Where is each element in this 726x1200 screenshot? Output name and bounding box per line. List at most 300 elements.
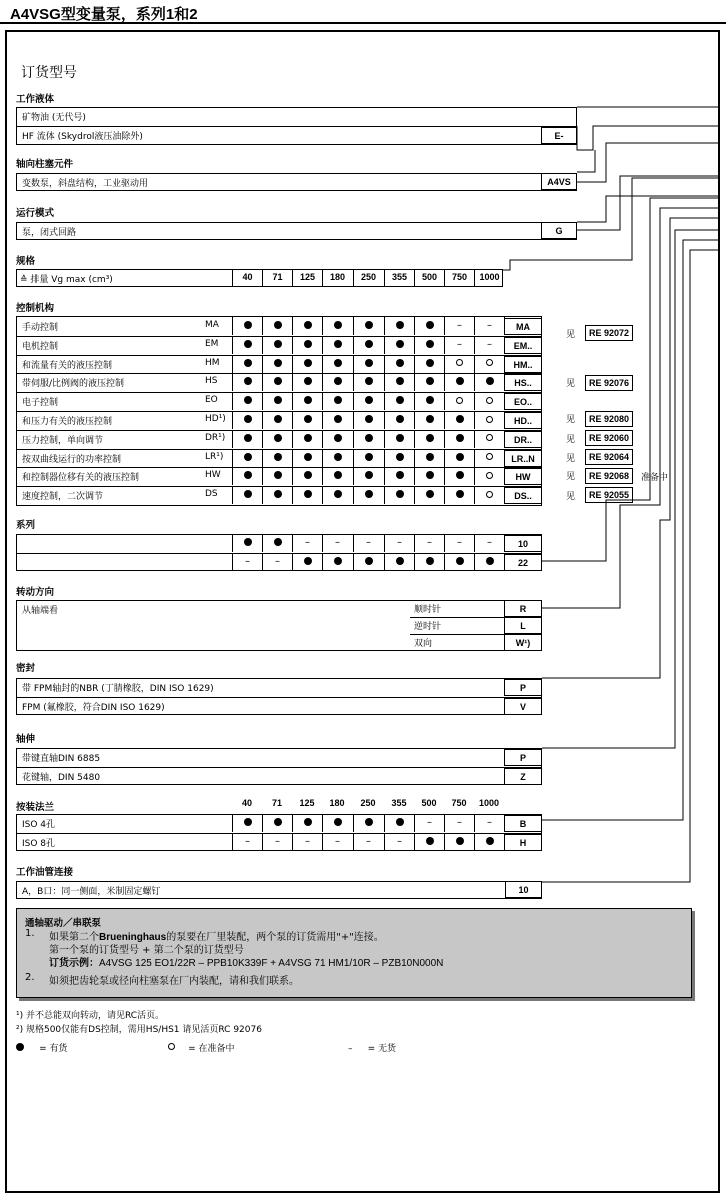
see-label: 见 [566, 330, 576, 340]
filled-dot-icon [396, 340, 404, 348]
open-circle-icon [486, 416, 493, 423]
dash-icon: – [366, 537, 371, 548]
matrix-cell [322, 430, 352, 448]
matrix-cell [262, 833, 292, 851]
open-circle-icon [486, 491, 493, 498]
control-name: 手动控制 [22, 323, 59, 333]
matrix-cell [262, 355, 292, 373]
filled-dot-icon [486, 377, 494, 385]
filled-dot-icon [396, 377, 404, 385]
filled-dot-icon [334, 453, 342, 461]
matrix-cell [262, 486, 292, 504]
matrix-cell [262, 449, 292, 467]
filled-dot-icon [365, 321, 373, 329]
filled-dot-icon [274, 538, 282, 546]
filled-dot-icon [426, 453, 434, 461]
dash-icon: – [335, 835, 340, 847]
matrix-cell [262, 336, 292, 354]
filled-dot-icon [334, 471, 342, 479]
matrix-cell [262, 392, 292, 410]
filled-dot-icon [244, 471, 252, 479]
dash-icon: – [335, 537, 340, 548]
seal-code: V [504, 698, 542, 715]
matrix-cell [444, 373, 474, 391]
filled-dot-icon [244, 340, 252, 348]
filled-dot-icon [274, 818, 282, 826]
size-value: 71 [262, 269, 292, 287]
matrix-cell [414, 833, 444, 851]
note-num-2: 2. [25, 972, 35, 983]
divider [16, 767, 542, 768]
filled-dot-icon [304, 471, 312, 479]
matrix-cell [414, 467, 444, 485]
seal-label: FPM (氟橡胶，符合DIN ISO 1629) [22, 702, 165, 713]
mode-box [16, 222, 577, 240]
matrix-cell [292, 486, 322, 504]
fluid-code: E- [541, 127, 577, 144]
matrix-cell [353, 486, 383, 504]
dash-icon: – [305, 835, 310, 847]
matrix-cell [384, 317, 414, 335]
matrix-cell [444, 467, 474, 485]
rotation-code: W¹) [504, 634, 542, 651]
matrix-cell [322, 534, 352, 552]
matrix-cell [444, 317, 474, 335]
matrix-cell [384, 430, 414, 448]
matrix-cell [322, 467, 352, 485]
matrix-cell [414, 373, 444, 391]
filled-dot-icon [456, 837, 464, 845]
series-code: 22 [504, 554, 542, 571]
matrix-cell [353, 553, 383, 571]
matrix-cell [444, 814, 474, 832]
control-name: 和控制器位移有关的液压控制 [22, 473, 140, 484]
matrix-cell [414, 317, 444, 335]
control-abbr: MA [205, 320, 219, 330]
filled-dot-icon [365, 396, 373, 404]
control-code: HW [504, 468, 542, 485]
matrix-cell [292, 467, 322, 485]
seal-code: P [504, 679, 542, 696]
filled-dot-icon [274, 359, 282, 367]
rotation-label: 双向 [414, 639, 433, 649]
matrix-cell [414, 336, 444, 354]
filled-dot-icon [334, 557, 342, 565]
flange-size-value: 250 [360, 798, 376, 808]
filled-dot-icon [396, 818, 404, 826]
control-name: 带伺服/比例阀的液压控制 [22, 379, 125, 390]
series-code: 10 [504, 535, 542, 552]
filled-dot-icon [244, 453, 252, 461]
matrix-cell [353, 534, 383, 552]
size-value: 355 [384, 269, 414, 287]
open-circle-icon [486, 397, 493, 404]
filled-dot-icon [244, 818, 252, 826]
filled-dot-icon [365, 453, 373, 461]
size-value: 1000 [474, 269, 504, 287]
filled-dot-icon [456, 453, 464, 461]
axial-row: 变数泵，斜盘结构，工业驱动用 [22, 179, 149, 189]
matrix-cell [353, 814, 383, 832]
control-abbr: EM [205, 338, 219, 349]
matrix-cell [353, 373, 383, 391]
mode-row: 泵，闭式回路 [22, 228, 77, 238]
filled-dot-icon [456, 434, 464, 442]
matrix-cell [444, 833, 474, 851]
matrix-cell [474, 392, 504, 410]
filled-dot-icon [274, 321, 282, 329]
ref-lr: RE 92064 [585, 449, 633, 465]
filled-dot-icon [365, 359, 373, 367]
matrix-cell [474, 355, 504, 373]
matrix-cell [292, 534, 322, 552]
ref-hd: RE 92080 [585, 411, 633, 427]
matrix-cell [262, 430, 292, 448]
leader-line [542, 208, 718, 608]
matrix-cell [474, 317, 504, 335]
control-abbr: DS [205, 489, 218, 500]
control-code: EM.. [504, 337, 542, 354]
size-heading: 规格 [16, 256, 36, 267]
control-abbr: EO [205, 395, 218, 406]
pending-label: 准备中 [641, 473, 669, 483]
see-label: 见 [566, 379, 576, 389]
filled-dot-icon [396, 396, 404, 404]
matrix-cell [292, 430, 322, 448]
matrix-cell [414, 814, 444, 832]
matrix-cell [232, 486, 262, 504]
matrix-cell [292, 833, 322, 851]
matrix-cell [262, 467, 292, 485]
dash-icon: – [487, 537, 492, 548]
filled-dot-icon [426, 377, 434, 385]
matrix-cell [353, 467, 383, 485]
flange-size-value: 750 [451, 798, 467, 808]
matrix-cell [353, 833, 383, 851]
matrix-cell [353, 449, 383, 467]
matrix-cell [292, 373, 322, 391]
filled-dot-icon [274, 471, 282, 479]
matrix-cell [232, 553, 262, 571]
filled-dot-icon [396, 321, 404, 329]
flange-code: B [504, 815, 542, 832]
note-text: 的泵要在厂里装配，两个泵的订货需用"+"连接。 [166, 932, 384, 943]
control-abbr: DR¹) [205, 432, 226, 443]
control-abbr: HW [205, 470, 221, 481]
filled-dot-icon [396, 453, 404, 461]
control-code: EO.. [504, 393, 542, 410]
filled-dot-icon [304, 434, 312, 442]
matrix-cell [353, 411, 383, 429]
order-title: 订货型号 [21, 65, 77, 81]
matrix-cell [474, 833, 504, 851]
size-value: 250 [353, 269, 383, 287]
matrix-cell [474, 814, 504, 832]
filled-dot-icon [396, 490, 404, 498]
matrix-cell [414, 355, 444, 373]
filled-dot-icon [304, 818, 312, 826]
dash-icon: – [427, 817, 432, 828]
rotation-box [16, 600, 542, 651]
filled-dot-icon [426, 396, 434, 404]
port-heading: 工作油管连接 [16, 867, 74, 878]
filled-dot-icon [426, 837, 434, 845]
matrix-cell [414, 486, 444, 504]
dash-icon: – [348, 1044, 353, 1054]
ref-ma: RE 92072 [585, 325, 633, 341]
matrix-cell [322, 373, 352, 391]
axial-heading: 轴向柱塞元件 [16, 159, 74, 170]
filled-dot-icon [274, 453, 282, 461]
filled-dot-icon [365, 818, 373, 826]
fluid-row-mineral: 矿物油 (无代号) [22, 113, 86, 123]
matrix-cell [414, 392, 444, 410]
matrix-cell [444, 392, 474, 410]
matrix-cell [384, 833, 414, 851]
filled-dot-icon [456, 557, 464, 565]
matrix-cell [414, 411, 444, 429]
matrix-cell [262, 411, 292, 429]
matrix-cell [322, 449, 352, 467]
filled-dot-icon [426, 321, 434, 329]
matrix-cell [384, 467, 414, 485]
matrix-cell [384, 336, 414, 354]
matrix-cell [474, 486, 504, 504]
filled-dot-icon [244, 434, 252, 442]
filled-dot-icon [304, 396, 312, 404]
control-name: 电子控制 [22, 398, 59, 409]
matrix-cell [292, 411, 322, 429]
dash-icon: – [275, 835, 280, 847]
control-code: LR..N [504, 450, 542, 467]
matrix-cell [262, 534, 292, 552]
dash-icon: – [305, 537, 310, 548]
matrix-cell [384, 355, 414, 373]
rotation-label: 顺时针 [414, 605, 442, 615]
filled-dot-icon [365, 340, 373, 348]
dash-icon: – [245, 835, 250, 847]
matrix-cell [474, 411, 504, 429]
see-label: 见 [566, 415, 576, 425]
matrix-cell [444, 553, 474, 571]
note-line-3 [49, 954, 443, 969]
matrix-cell [232, 411, 262, 429]
size-label: ≙ 排量 Vg max (cm³) [20, 275, 113, 285]
see-label: 见 [566, 472, 576, 482]
legend-text: = 无货 [367, 1044, 396, 1054]
matrix-cell [292, 392, 322, 410]
matrix-cell [444, 355, 474, 373]
filled-dot-icon [244, 490, 252, 498]
filled-dot-icon [365, 471, 373, 479]
rotation-label: 逆时针 [414, 622, 442, 632]
rotation-view: 从轴端看 [22, 606, 59, 616]
shaft-heading: 轴伸 [16, 734, 36, 745]
seal-heading: 密封 [16, 663, 36, 674]
filled-dot-icon [334, 359, 342, 367]
matrix-cell [322, 336, 352, 354]
filled-dot-icon [426, 471, 434, 479]
filled-dot-icon [334, 396, 342, 404]
seal-label: 带 FPM轴封的NBR (丁腈橡胶，DIN ISO 1629) [22, 684, 214, 694]
filled-dot-icon [274, 434, 282, 442]
control-abbr: LR¹) [205, 451, 224, 462]
filled-dot-icon [244, 377, 252, 385]
matrix-cell [232, 814, 262, 832]
shaft-code: Z [504, 768, 542, 785]
matrix-cell [444, 486, 474, 504]
filled-dot-icon [426, 490, 434, 498]
matrix-cell [474, 534, 504, 552]
control-name: 压力控制，单向调节 [22, 435, 104, 446]
matrix-cell [384, 814, 414, 832]
matrix-cell [262, 814, 292, 832]
control-name: 和压力有关的液压控制 [22, 417, 113, 427]
matrix-cell [232, 449, 262, 467]
matrix-cell [232, 317, 262, 335]
matrix-cell [232, 430, 262, 448]
filled-dot-icon [16, 1043, 24, 1051]
size-value: 180 [322, 269, 352, 287]
footnote-1: ¹) 并不总能双向转动，请见RC活页。 [16, 1011, 165, 1021]
filled-dot-icon [274, 490, 282, 498]
matrix-cell [353, 392, 383, 410]
matrix-cell [444, 534, 474, 552]
matrix-cell [444, 430, 474, 448]
filled-dot-icon [396, 359, 404, 367]
filled-dot-icon [304, 359, 312, 367]
filled-dot-icon [304, 415, 312, 423]
filled-dot-icon [396, 557, 404, 565]
matrix-cell [384, 534, 414, 552]
matrix-cell [384, 553, 414, 571]
dash-icon: – [487, 338, 492, 350]
matrix-cell [292, 449, 322, 467]
filled-dot-icon [304, 490, 312, 498]
matrix-cell [232, 833, 262, 851]
matrix-cell [322, 833, 352, 851]
matrix-cell [474, 336, 504, 354]
matrix-cell [292, 553, 322, 571]
matrix-cell [414, 534, 444, 552]
mode-code: G [541, 222, 577, 239]
note-num-1: 1. [25, 928, 35, 939]
flange-size-value: 125 [299, 798, 315, 808]
matrix-cell [444, 449, 474, 467]
legend-preparing [168, 1036, 235, 1055]
filled-dot-icon [334, 818, 342, 826]
filled-dot-icon [304, 321, 312, 329]
filled-dot-icon [426, 557, 434, 565]
matrix-cell [322, 814, 352, 832]
control-abbr: HM [205, 357, 220, 368]
dash-icon: – [275, 555, 280, 567]
filled-dot-icon [426, 340, 434, 348]
ref-ds: RE 92055 [585, 487, 633, 503]
flange-code: H [504, 834, 542, 851]
filled-dot-icon [456, 415, 464, 423]
matrix-cell [353, 355, 383, 373]
divider [16, 126, 577, 127]
filled-dot-icon [274, 396, 282, 404]
open-circle-icon [456, 359, 463, 366]
divider [16, 697, 542, 698]
filled-dot-icon [486, 557, 494, 565]
filled-dot-icon [365, 377, 373, 385]
open-circle-icon [168, 1043, 175, 1050]
control-abbr: HS [205, 376, 218, 387]
matrix-cell [322, 392, 352, 410]
size-value: 125 [292, 269, 322, 287]
open-circle-icon [456, 397, 463, 404]
tandem-note-box [16, 908, 692, 998]
matrix-cell [262, 553, 292, 571]
filled-dot-icon [396, 471, 404, 479]
control-name: 和流量有关的液压控制 [22, 360, 113, 371]
rotation-code: L [504, 617, 542, 634]
dash-icon: – [366, 835, 371, 847]
flange-size-value: 180 [329, 798, 345, 808]
port-row: A，B口：同一侧面，米制固定螺钉 [22, 887, 161, 897]
see-label: 见 [566, 492, 576, 502]
rotation-heading: 转动方向 [16, 587, 55, 598]
dash-icon: – [427, 537, 432, 548]
control-code: MA [504, 318, 542, 335]
matrix-cell [414, 553, 444, 571]
legend-available [16, 1036, 68, 1055]
flange-size-value: 1000 [478, 798, 500, 808]
matrix-cell [292, 336, 322, 354]
matrix-cell [262, 373, 292, 391]
matrix-cell [232, 467, 262, 485]
dash-icon: – [457, 338, 462, 350]
control-name: 按双曲线运行的功率控制 [22, 454, 122, 465]
size-value: 500 [414, 269, 444, 287]
legend-text: = 在准备中 [188, 1044, 235, 1054]
flange-label: ISO 4孔 [22, 820, 56, 830]
flange-size-value: 500 [421, 798, 437, 808]
example-label: 订货示例： [49, 958, 99, 969]
filled-dot-icon [334, 377, 342, 385]
leader-line [542, 250, 718, 882]
see-label: 见 [566, 435, 576, 445]
matrix-cell [353, 336, 383, 354]
dash-icon: – [487, 817, 492, 828]
brand-name: Brueninghaus [99, 932, 167, 943]
filled-dot-icon [365, 415, 373, 423]
control-code: HS.. [504, 374, 542, 391]
matrix-cell [444, 336, 474, 354]
control-heading: 控制机构 [16, 303, 55, 314]
footnote-2: ²) 规格500仅能有DS控制，需用HS/HS1 请见活页RC 92076 [16, 1025, 262, 1035]
shaft-label: 花键轴，DIN 5480 [22, 772, 101, 783]
matrix-cell [322, 411, 352, 429]
legend-none [348, 1036, 396, 1055]
dash-icon: – [487, 320, 492, 331]
matrix-cell [232, 392, 262, 410]
dash-icon: – [457, 537, 462, 548]
filled-dot-icon [334, 415, 342, 423]
matrix-cell [474, 553, 504, 571]
matrix-cell [384, 373, 414, 391]
example-code: A4VSG 125 EO1/22R – PPB10K339F + A4VSG 71 HM1/10R – PZB10N000N [99, 958, 444, 969]
filled-dot-icon [304, 557, 312, 565]
legend-text: = 有货 [39, 1044, 68, 1054]
matrix-cell [322, 317, 352, 335]
flange-size-value: 71 [271, 798, 282, 808]
filled-dot-icon [426, 359, 434, 367]
size-value: 750 [444, 269, 474, 287]
